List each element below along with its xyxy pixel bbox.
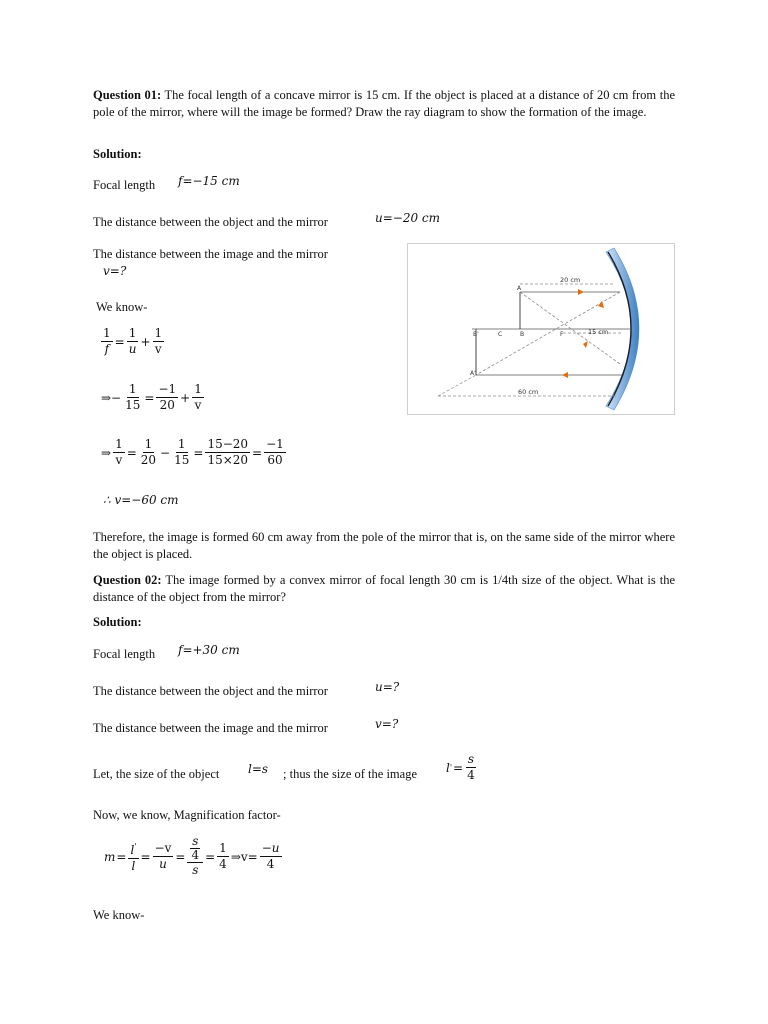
size-object-label: Let, the size of the object	[93, 767, 220, 781]
question-02-text: The image formed by a convex mirror of focal length 30 cm is 1/4th size of the object. What is the distance of the object from the mirror?	[93, 573, 676, 604]
object-distance-label-1: The distance between the object and the mirror	[93, 215, 328, 229]
ray-diagram-svg	[408, 244, 674, 414]
solution-label-1: Solution:	[93, 147, 142, 161]
label-20cm: 20 cm	[560, 276, 581, 284]
solution-label-2: Solution:	[93, 615, 142, 629]
focal-length-eq-2: f=+30 cm	[178, 643, 240, 657]
label-a-bottom: A'	[470, 370, 476, 377]
image-distance-eq-1: v=?	[103, 264, 127, 278]
magnification-eq: m = $\frac{l'}{l}$ = $\frac{-v}{u}$ = $\frac{\frac{s}{4}}{s}$ = $\frac{1}{4}$ ⇒v= $\frac{-u}{4}$	[104, 834, 280, 877]
label-c: C	[498, 331, 503, 338]
label-60cm: 60 cm	[518, 388, 539, 396]
label-a-top: A	[517, 285, 522, 292]
question-01-heading: Question 01:	[93, 88, 162, 102]
conclusion-eq-1: ∴ v=−60 cm	[103, 493, 179, 507]
solving-step: ⇒ $\frac{1}{v}$ = $\frac{1}{20}$ − $\frac{1}{15}$ = $\frac{15-20}{15\times 20}$ = $\frac{-1}{60}$	[101, 437, 284, 467]
therefore-paragraph: Therefore, the image is formed 60 cm away from the pole of the mirror that is, on the same side of the mirror where the object is placed.	[93, 530, 675, 561]
image-distance-eq-2: v=?	[375, 717, 399, 731]
we-know-label-1: We know-	[96, 300, 148, 314]
label-b-prime: B'	[473, 331, 479, 338]
ray-diagram	[407, 243, 675, 415]
focal-length-label-1: Focal length	[93, 178, 156, 192]
object-distance-eq-2: u=?	[375, 680, 400, 694]
label-f: F	[560, 331, 564, 338]
size-image-eq: l ' = $\frac{s}{4}$	[446, 752, 475, 782]
label-b: B	[520, 331, 525, 338]
question-01-text: The focal length of a concave mirror is 15 cm. If the object is placed at a distance of 20 cm from the pole of the mirror, where will the image be formed? Draw the ray diagram to show the formation of the image.	[93, 88, 675, 119]
question-02-heading: Question 02:	[93, 573, 162, 587]
substitution-step: ⇒− $\frac{1}{15}$ = $\frac{-1}{20}$ + $\frac{1}{v}$	[101, 382, 202, 412]
image-distance-label-2: The distance between the image and the mirror	[93, 721, 328, 735]
question-02	[93, 572, 675, 606]
object-distance-eq-1: u=−20 cm	[375, 211, 441, 225]
focal-length-eq-1: f=−15 cm	[178, 174, 240, 188]
focal-length-label-2: Focal length	[93, 647, 156, 661]
image-distance-label-1: The distance between the image and the mirror	[93, 247, 328, 261]
mirror-formula: $\frac{1}{f}$ = $\frac{1}{u}$ + $\frac{1}{v}$	[103, 326, 163, 356]
magnification-label: Now, we know, Magnification factor-	[93, 808, 281, 822]
label-15cm: 15 cm	[588, 328, 609, 336]
size-image-label: ; thus the size of the image	[283, 767, 417, 781]
question-01	[93, 87, 675, 121]
size-object-eq: l=s	[248, 762, 269, 776]
we-know-label-2: We know-	[93, 908, 145, 922]
object-distance-label-2: The distance between the object and the mirror	[93, 684, 328, 698]
